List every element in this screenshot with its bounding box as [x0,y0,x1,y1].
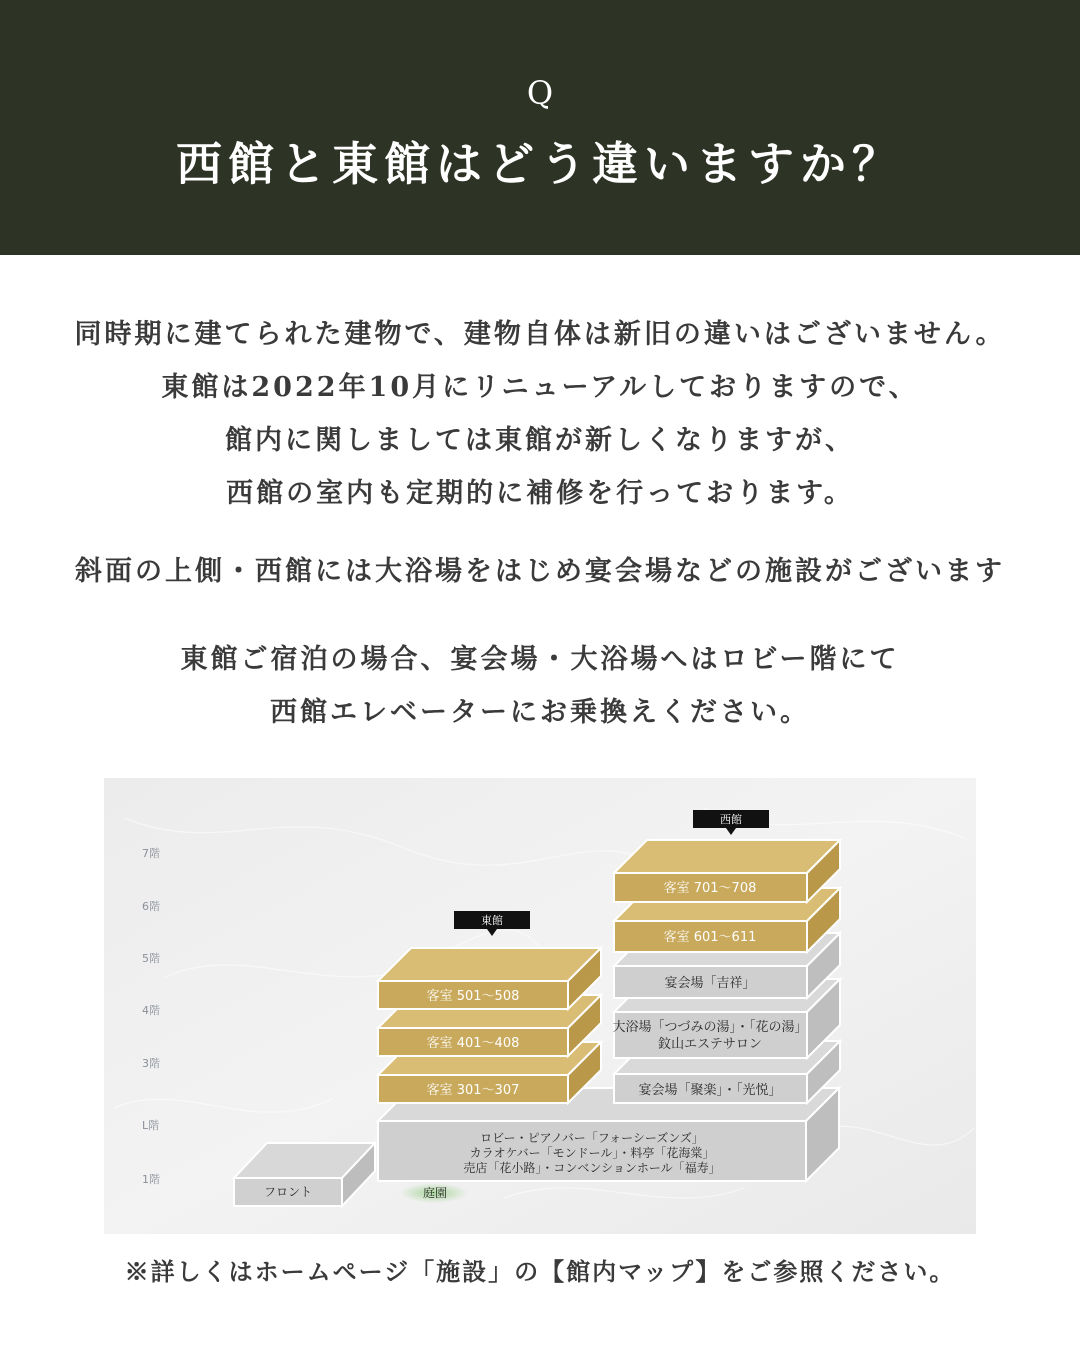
floor-label-6: 6階 [142,900,160,913]
paragraph-west-facilities [0,545,1080,598]
floor-label-1: 1階 [142,1173,160,1186]
west-tag-label: 西館 [720,813,742,826]
text-line: 館内に関しましては東館が新しくなりますが、 [225,425,855,456]
east-room-4f-label: 客室 401〜408 [426,1036,520,1051]
text-line: 同時期に建てられた建物で、建物自体は新旧の違いはございません。 [74,319,1006,350]
west-banquet-5f-label: 宴会場「吉祥」 [664,976,756,991]
text-line: 西館エレベーターにお乗換えください。 [270,697,810,728]
text-line: 東館ご宿泊の場合、宴会場・大浴場へはロビー階にて [180,644,900,675]
lobby-line-1: ロビー・ピアノバー「フォーシーズンズ」 [480,1131,704,1145]
lobby-line-3: 売店「花小路」・コンベンションホール「福寿」 [463,1161,721,1175]
text-line: 西館の室内も定期的に補修を行っております。 [226,478,854,509]
west-bath-label-1: 大浴場「つづみの湯」・「花の湯」 [612,1020,808,1035]
footnote-map-reference: ※詳しくはホームページ「施設」の【館内マップ】をご参照ください。 [124,1257,956,1286]
east-tag-label: 東館 [481,914,503,927]
east-room-5f-block [378,948,601,1009]
paragraph-renewal [0,308,1080,520]
floor-label-7: 7階 [142,847,160,860]
garden-label: 庭園 [422,1186,448,1200]
lobby-line-2: カラオケバー「モンドール」・料亭「花海棠」 [469,1146,715,1160]
west-bath-label-2: 鈫山エステサロン [658,1037,762,1052]
text-line: 東館は2022年10月にリニューアルしておりますので、 [161,372,919,403]
east-room-5f-label: 客室 501〜508 [426,989,520,1004]
question-mark-label: Q [526,74,554,112]
floor-label-l: L階 [142,1119,160,1132]
west-room-6f-label: 客室 601〜611 [663,930,757,945]
header-banner [0,0,1080,255]
west-banquet-3f-label: 宴会場「聚楽」・「光悦」 [638,1083,782,1098]
floor-label-3: 3階 [142,1057,160,1070]
east-room-3f-label: 客室 301〜307 [426,1083,520,1098]
page-title: 西館と東館はどう違いますか？ [176,137,904,191]
text-line: 斜面の上側・西館には大浴場をはじめ宴会場などの施設がございます [75,556,1005,587]
front-label: フロント [263,1185,313,1199]
floor-label-5: 5階 [142,952,160,965]
floor-label-4: 4階 [142,1004,160,1017]
paragraph-transfer [0,633,1080,739]
west-room-7f-label: 客室 701〜708 [663,881,757,896]
building-floor-diagram [104,778,976,1234]
west-room-7f-block [614,840,840,902]
